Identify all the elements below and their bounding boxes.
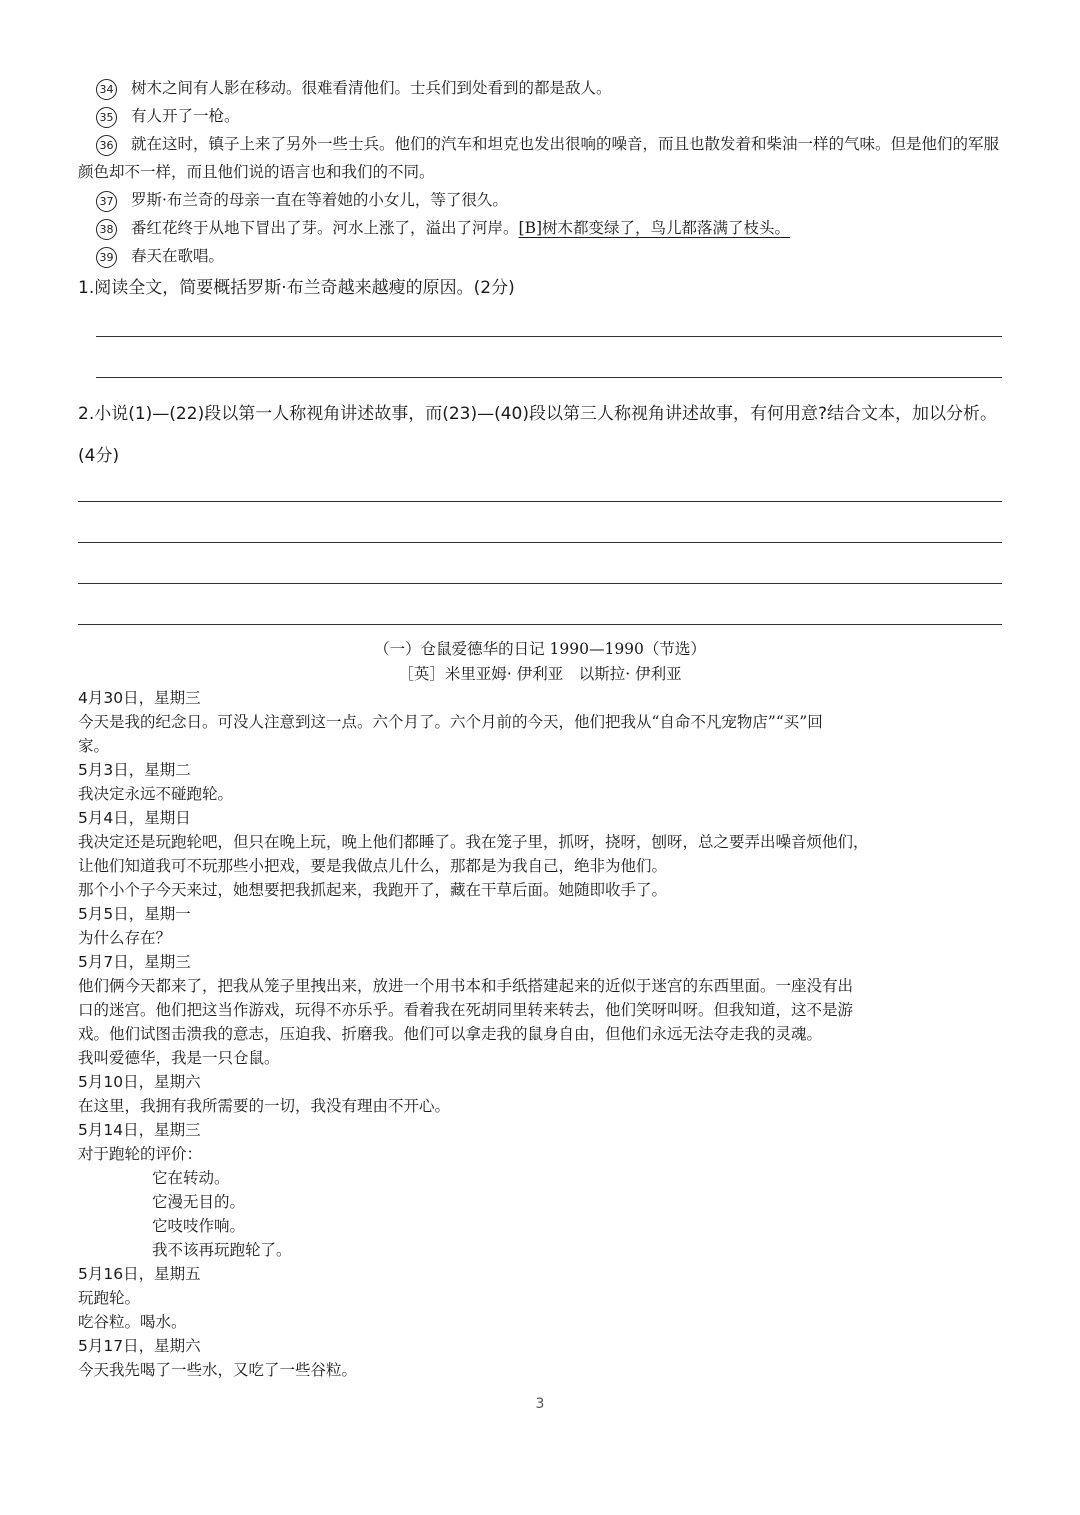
diary-date: 5月5日，星期一: [78, 905, 191, 923]
paragraph-text: 番红花终于从地下冒出了芽。河水上涨了，溢出了河岸。: [131, 219, 519, 237]
story-paragraph: [78, 130, 1006, 186]
diary-line: 我决定还是玩跑轮吧，但只在晚上玩，晚上他们都睡了。我在笼子里，抓呀，挠呀，刨呀，总之要弄出噪音烦他们，: [78, 833, 869, 851]
diary-date: 5月17日，星期六: [78, 1337, 201, 1355]
diary-line: 家。: [78, 737, 110, 755]
diary-line: 那个小个子今天来过，她想要把我抓起来，我跑开了，藏在干草后面。她随即收手了。: [78, 881, 668, 899]
diary-line: 它在转动。: [152, 1169, 230, 1187]
paragraph-number: 35: [96, 107, 117, 128]
paragraph-number: 37: [96, 191, 117, 212]
diary-line: 在这里，我拥有我所需要的一切，我没有理由不开心。: [78, 1097, 451, 1115]
underlined-sentence-b: [B]树木都变绿了，鸟儿都落满了枝头。: [518, 219, 791, 237]
story-paragraph: [78, 74, 1006, 102]
answer-line[interactable]: [78, 624, 1002, 625]
diary-line: 让他们知道我可不玩那些小把戏，要是我做点儿什么，那都是为我自己，绝非为他们。: [78, 857, 668, 875]
answer-line[interactable]: [78, 501, 1002, 502]
answer-line[interactable]: [78, 542, 1002, 543]
diary-date: 4月30日，星期三: [78, 689, 201, 707]
diary-line: 口的迷宫。他们把这当作游戏，玩得不亦乐乎。看着我在死胡同里转来转去，他们笑呀叫呀。但我知道，这不是游: [78, 1001, 854, 1019]
article-title: （一）仓鼠爱德华的日记 1990—1990（节选）: [374, 640, 706, 658]
diary-line: 它漫无目的。: [152, 1193, 246, 1211]
paragraph-number: 36: [96, 135, 117, 156]
diary-line: 今天我先喝了一些水，又吃了一些谷粒。: [78, 1361, 358, 1379]
diary-date: 5月4日，星期日: [78, 809, 191, 827]
diary-line: 为什么存在？: [78, 929, 172, 947]
diary-line: 吃谷粒。喝水。: [78, 1313, 187, 1331]
paragraph-text: 春天在歌唱。: [131, 247, 225, 265]
diary-date: 5月7日，星期三: [78, 953, 191, 971]
diary-line: 我决定永远不碰跑轮。: [78, 785, 234, 803]
question-2: 2.小说(1)—(22)段以第一人称视角讲述故事，而(23)—(40)段以第三人称视角讲述故事，有何用意?结合文本，加以分析。(4分): [78, 404, 998, 466]
page-number: 3: [535, 1396, 545, 1412]
paragraph-text: 就在这时，镇子上来了另外一些士兵。他们的汽车和坦克也发出很响的噪音，而且也散发着和柴油一样的气味。但是他们的军服颜色却不一样，而且他们说的语言也和我们的不同。: [78, 135, 1000, 181]
paragraph-number: 34: [96, 79, 117, 100]
diary-line: 对于跑轮的评价：: [78, 1145, 203, 1163]
answer-line[interactable]: [96, 377, 1002, 378]
story-paragraph: [78, 242, 1006, 270]
diary-date: 5月16日，星期五: [78, 1265, 201, 1283]
answer-line[interactable]: [96, 336, 1002, 337]
paragraph-number: 39: [96, 247, 117, 268]
diary-line: 今天是我的纪念日。可没人注意到这一点。六个月了。六个月前的今天，他们把我从“自命不凡宠物店”“买”回: [78, 713, 823, 731]
paragraph-text: 罗斯·布兰奇的母亲一直在等着她的小女儿，等了很久。: [131, 191, 508, 209]
diary-body: [78, 686, 1008, 1382]
diary-date: 5月10日，星期六: [78, 1073, 201, 1091]
diary-line: 戏。他们试图击溃我的意志，压迫我、折磨我。他们可以拿走我的鼠身自由，但他们永远无法夺走我的灵魂。: [78, 1025, 823, 1043]
story-paragraph: [78, 102, 1006, 130]
story-paragraph: [78, 214, 1006, 242]
diary-line: 玩跑轮。: [78, 1289, 141, 1307]
diary-line: 我不该再玩跑轮了。: [152, 1241, 292, 1259]
paragraph-text: 树木之间有人影在移动。很难看清他们。士兵们到处看到的都是敌人。: [131, 79, 612, 97]
story-paragraph: [78, 186, 1006, 214]
paragraph-number: 38: [96, 219, 117, 240]
question-1: 1.阅读全文，简要概括罗斯·布兰奇越来越瘦的原因。(2分): [78, 278, 515, 298]
paragraph-text: 有人开了一枪。: [131, 107, 240, 125]
diary-date: 5月14日，星期三: [78, 1121, 201, 1139]
diary-date: 5月3日，星期二: [78, 761, 191, 779]
answer-line[interactable]: [78, 583, 1002, 584]
diary-line: 它吱吱作响。: [152, 1217, 246, 1235]
diary-line: 我叫爱德华，我是一只仓鼠。: [78, 1049, 280, 1067]
diary-line: 他们俩今天都来了，把我从笼子里拽出来，放进一个用书本和手纸搭建起来的近似于迷宫的东西里面。一座没有出: [78, 977, 854, 995]
article-author: ［英］米里亚姆· 伊利亚 以斯拉· 伊利亚: [398, 665, 682, 683]
